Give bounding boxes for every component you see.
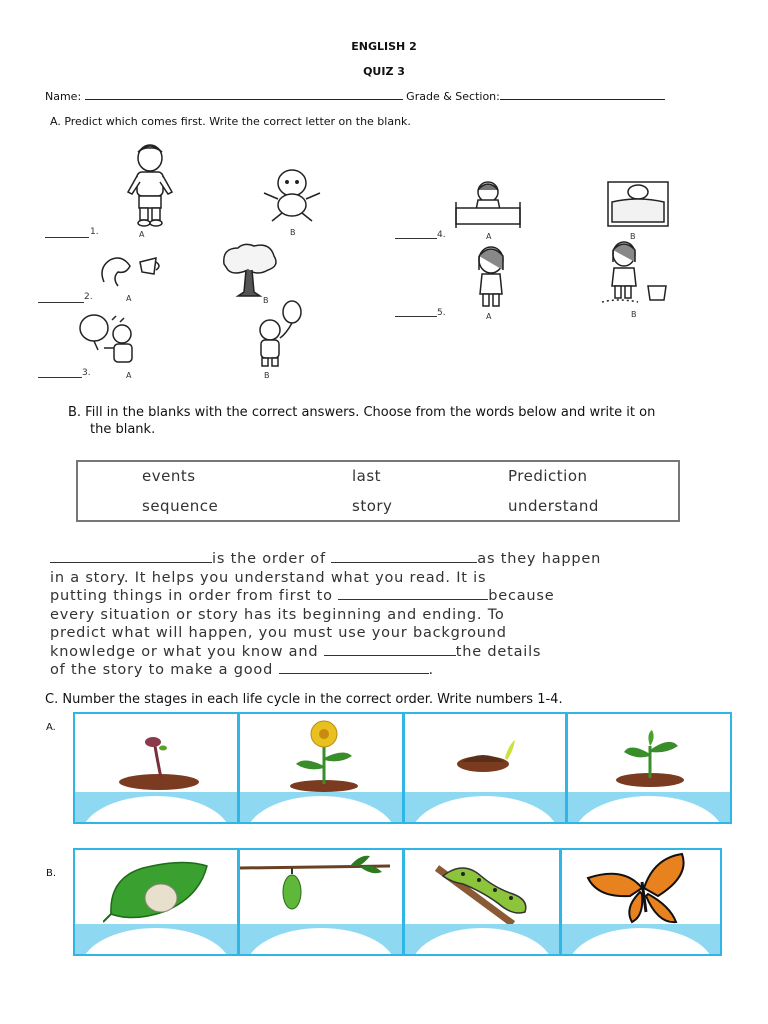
grade-section-label: Grade & Section: bbox=[406, 90, 500, 103]
boy-balloon-popped-icon bbox=[74, 312, 154, 368]
word-story: story bbox=[352, 497, 393, 515]
part-a-instruction: A. Predict which comes first. Write the correct letter on the blank. bbox=[50, 115, 411, 128]
para-text-7a: of the story to make a good bbox=[50, 662, 274, 678]
para-text-6b: the details bbox=[455, 643, 542, 660]
girl-awake-in-bed-icon bbox=[452, 178, 524, 230]
para-text-6a: knowledge or what you know and bbox=[50, 643, 319, 660]
answer-space[interactable] bbox=[405, 924, 559, 954]
item-number-3: 3. bbox=[82, 368, 91, 378]
para-text-3a: putting things in order from first to bbox=[50, 588, 333, 604]
answer-space[interactable] bbox=[405, 792, 565, 822]
paragraph-blank-4[interactable] bbox=[324, 643, 456, 656]
paragraph-blank-5[interactable] bbox=[279, 661, 429, 674]
choice-4a: A bbox=[486, 232, 492, 241]
paragraph-blank-3[interactable] bbox=[338, 587, 488, 600]
word-last: last bbox=[352, 467, 382, 485]
choice-5a: A bbox=[486, 312, 492, 321]
choice-3a: A bbox=[126, 371, 132, 380]
item-number-5: 5. bbox=[437, 308, 446, 318]
girl-asleep-in-bed-icon bbox=[604, 178, 672, 230]
row-a-label: A. bbox=[46, 722, 56, 733]
baby-icon bbox=[258, 165, 326, 225]
name-blank[interactable] bbox=[85, 99, 403, 100]
boy-balloon-icon bbox=[250, 300, 306, 370]
seed-icon bbox=[453, 736, 523, 776]
answer-blank-1[interactable] bbox=[45, 237, 89, 238]
girl-standing-icon bbox=[468, 244, 514, 310]
part-b-instruction-cont: the blank. bbox=[90, 422, 156, 437]
butterfly-stage-cell-2[interactable] bbox=[238, 848, 404, 956]
sprout-icon bbox=[115, 728, 205, 792]
tree-icon bbox=[218, 242, 280, 298]
boy-icon bbox=[120, 140, 180, 228]
answer-blank-3[interactable] bbox=[38, 377, 82, 378]
choice-2b: B bbox=[263, 296, 269, 305]
paragraph-blank-1[interactable] bbox=[50, 550, 212, 563]
answer-space[interactable] bbox=[562, 924, 720, 954]
chrysalis-icon bbox=[240, 852, 402, 922]
butterfly-stage-cell-1[interactable] bbox=[73, 848, 239, 956]
answer-space[interactable] bbox=[240, 792, 402, 822]
part-c-instruction: C. Number the stages in each life cycle in the correct order. Write numbers 1-4. bbox=[45, 692, 563, 707]
word-bank bbox=[76, 460, 680, 522]
answer-blank-2[interactable] bbox=[38, 302, 84, 303]
para-text-3b: because bbox=[488, 588, 555, 604]
worksheet-title: ENGLISH 2 bbox=[351, 40, 417, 53]
choice-1a: A bbox=[139, 230, 145, 239]
para-text-5: predict what will happen, you must use your background bbox=[50, 625, 507, 641]
answer-space[interactable] bbox=[75, 792, 237, 822]
plant-stage-cell-2[interactable] bbox=[238, 712, 404, 824]
paragraph-blank-2[interactable] bbox=[331, 550, 477, 563]
para-text-1b: as they happen bbox=[477, 551, 602, 567]
egg-on-leaf-icon bbox=[103, 858, 213, 924]
plant-stage-cell-4[interactable] bbox=[566, 712, 732, 824]
girl-wet-with-bucket-icon bbox=[598, 240, 674, 306]
answer-space[interactable] bbox=[240, 924, 402, 954]
grade-section-blank[interactable] bbox=[500, 99, 665, 100]
word-prediction: Prediction bbox=[508, 467, 588, 485]
answer-blank-5[interactable] bbox=[395, 316, 437, 317]
choice-5b: B bbox=[631, 310, 637, 319]
choice-2a: A bbox=[126, 294, 132, 303]
para-text-4: every situation or story has its beginning and ending. To bbox=[50, 606, 505, 623]
answer-space[interactable] bbox=[75, 924, 237, 954]
para-text-7b: . bbox=[428, 662, 434, 678]
seedling-icon bbox=[612, 724, 692, 790]
butterfly-stage-cell-3[interactable] bbox=[403, 848, 561, 956]
answer-space[interactable] bbox=[568, 792, 730, 822]
name-line bbox=[45, 90, 725, 103]
name-label: Name: bbox=[45, 90, 82, 103]
item-number-2: 2. bbox=[84, 292, 93, 302]
quiz-number: QUIZ 3 bbox=[363, 65, 405, 78]
choice-3b: B bbox=[264, 371, 270, 380]
word-sequence: sequence bbox=[142, 497, 219, 515]
spilled-cup-icon bbox=[96, 252, 162, 292]
plant-stage-cell-3[interactable] bbox=[403, 712, 567, 824]
row-b-label: B. bbox=[46, 868, 57, 879]
butterfly-icon bbox=[584, 852, 704, 926]
item-number-4: 4. bbox=[437, 230, 446, 240]
choice-4b: B bbox=[630, 232, 636, 241]
answer-blank-4[interactable] bbox=[395, 238, 437, 239]
item-number-1: 1. bbox=[90, 227, 99, 237]
butterfly-stage-cell-4[interactable] bbox=[560, 848, 722, 956]
plant-stage-cell-1[interactable] bbox=[73, 712, 239, 824]
part-b-instruction: B. Fill in the blanks with the correct answers. Choose from the words below and write it on bbox=[68, 405, 656, 420]
word-understand: understand bbox=[508, 497, 599, 515]
fill-in-paragraph bbox=[50, 550, 710, 680]
choice-1b: B bbox=[290, 228, 296, 237]
para-text-1a: is the order of bbox=[212, 551, 326, 567]
word-events: events bbox=[142, 467, 196, 485]
flowering-plant-icon bbox=[282, 718, 364, 794]
para-text-2: in a story. It helps you understand what you read. It is bbox=[50, 569, 487, 586]
caterpillar-icon bbox=[433, 854, 533, 926]
